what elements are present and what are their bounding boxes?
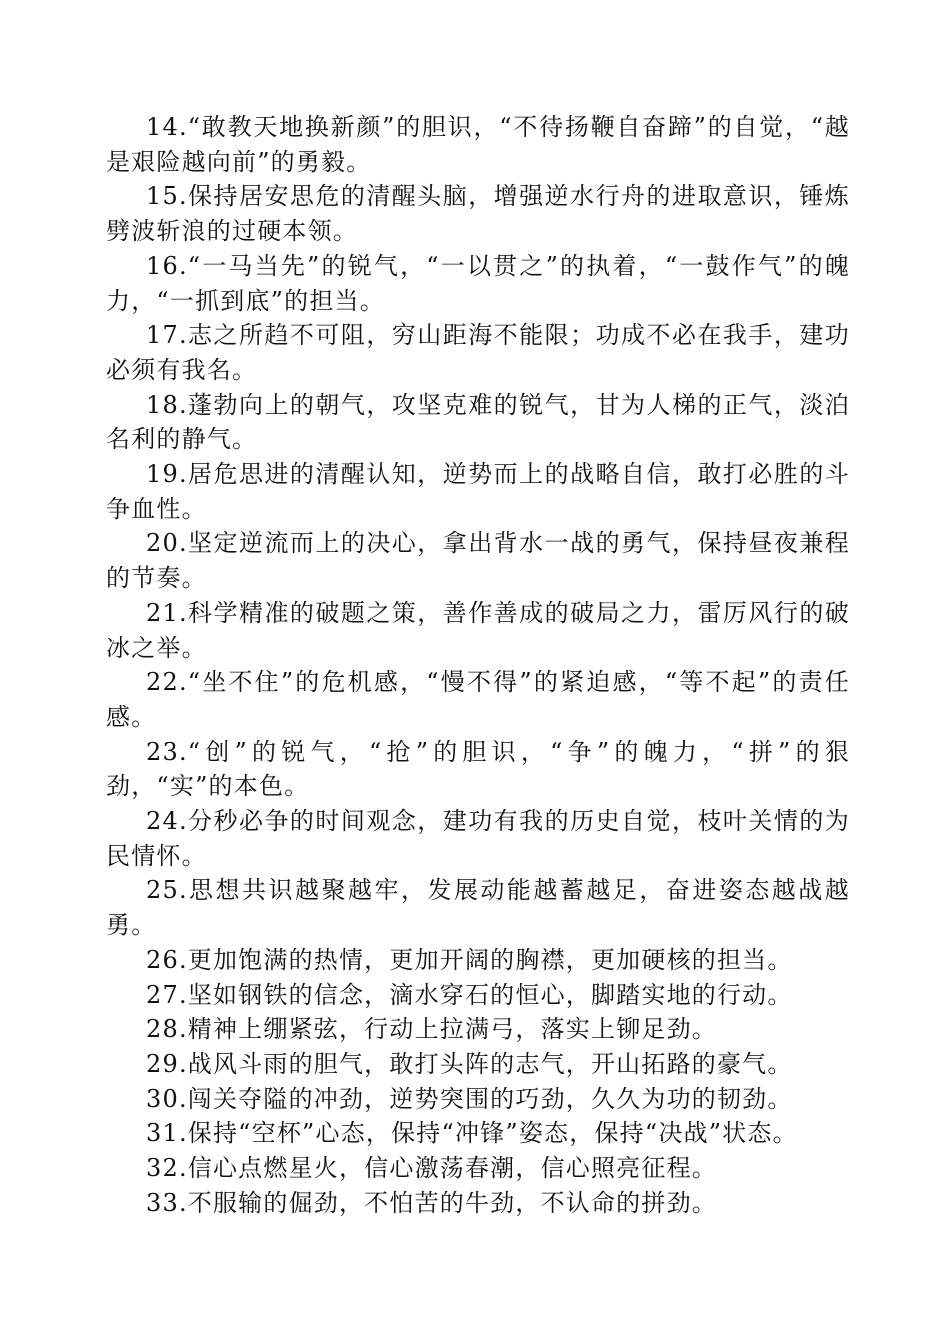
list-item: 30.闯关夺隘的冲劲，逆势突围的巧劲，久久为功的韧劲。: [146, 1084, 793, 1113]
list-item: 19.居危思进的清醒认知，逆势而上的战略自信，敢打必胜的斗争血性。: [106, 460, 850, 523]
list-item: 23.“创”的锐气，“抢”的胆识，“争”的魄力，“拼”的狠劲，“实”的本色。: [106, 737, 850, 801]
list-item: 31.保持“空杯”心态，保持“冲锋”姿态，保持“决战”状态。: [146, 1119, 798, 1148]
list-item: 15.保持居安思危的清醒头脑，增强逆水行舟的进取意识，锤炼劈波斩浪的过硬本领。: [106, 182, 850, 246]
list-item: 33.不服输的倔劲，不怕苦的牛劲，不认命的拼劲。: [146, 1188, 717, 1217]
list-item: 27.坚如钢铁的信念，滴水穿石的恒心，脚踏实地的行动。: [146, 980, 793, 1009]
list-item: 16.“一马当先”的锐气，“一以贯之”的执着，“一鼓作气”的魄力，“一抓到底”的担当。: [106, 251, 850, 315]
list-item: 26.更加饱满的热情，更加开阔的胸襟，更加硬核的担当。: [146, 945, 793, 974]
list-item: 28.精神上绷紧弦，行动上拉满弓，落实上铆足劲。: [146, 1015, 717, 1044]
phrase-list: [106, 110, 850, 1221]
list-item: 17.志之所趋不可阻，穷山距海不能限；功成不必在我手，建功必须有我名。: [106, 321, 850, 384]
list-item: 24.分秒必争的时间观念，建功有我的历史自觉，枝叶关情的为民情怀。: [106, 807, 850, 870]
list-item: 32.信心点燃星火，信心激荡春潮，信心照亮征程。: [146, 1154, 717, 1183]
list-item: 25.思想共识越聚越牢，发展动能越蓄越足，奋进姿态越战越勇。: [106, 876, 850, 940]
list-item: 21.科学精准的破题之策，善作善成的破局之力，雷厉风行的破冰之举。: [106, 598, 850, 662]
list-item: 14.“敢教天地换新颜”的胆识，“不待扬鞭自奋蹄”的自觉，“越是艰险越向前”的勇毅。: [106, 113, 850, 176]
list-item: 29.战风斗雨的胆气，敢打头阵的志气，开山拓路的豪气。: [146, 1049, 793, 1078]
list-item: 22.“坐不住”的危机感，“慢不得”的紧迫感，“等不起”的责任感。: [106, 668, 850, 731]
list-item: 18.蓬勃向上的朝气，攻坚克难的锐气，甘为人梯的正气，淡泊名利的静气。: [106, 390, 850, 454]
list-item: 20.坚定逆流而上的决心，拿出背水一战的勇气，保持昼夜兼程的节奏。: [106, 529, 850, 593]
